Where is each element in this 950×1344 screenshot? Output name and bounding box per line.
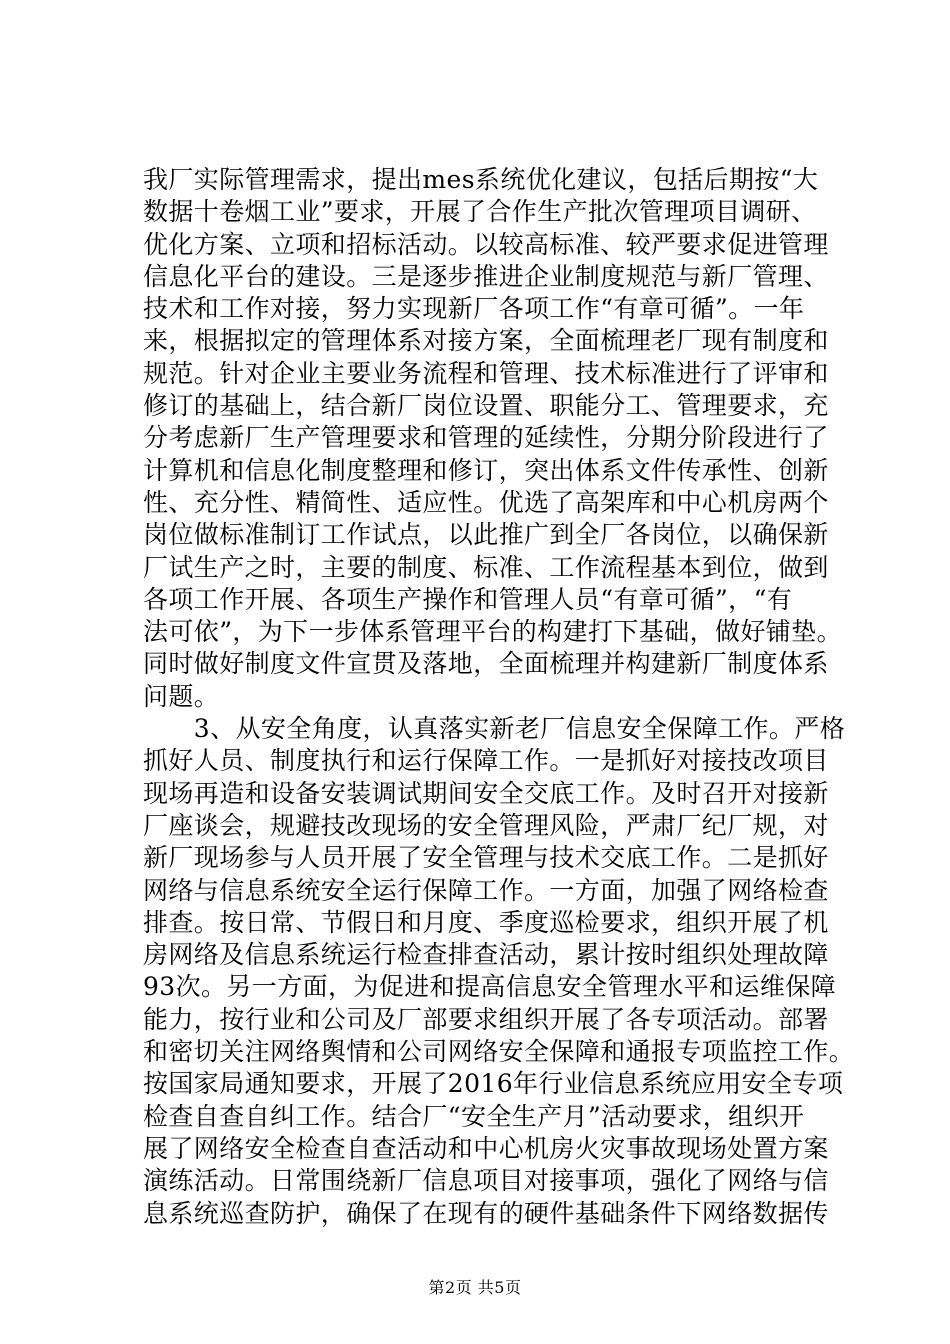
text-line: 房网络及信息系统运行检查排查活动，累计按时组织处理故障 <box>143 940 829 970</box>
text-line: 现场再造和设备安装调试期间安全交底工作。及时召开对接新 <box>143 778 829 808</box>
text-line: 排查。按日常、节假日和月度、季度巡检要求，组织开展了机 <box>143 907 829 937</box>
text-line: 按国家局通知要求，开展了2016年行业信息系统应用安全专项 <box>143 1069 844 1099</box>
text-line: 3、从安全角度，认真落实新老厂信息安全保障工作。严格 <box>143 714 846 744</box>
text-line: 修订的基础上，结合新厂岗位设置、职能分工、管理要求，充 <box>143 391 829 421</box>
text-line: 优化方案、立项和招标活动。以较高标准、较严要求促进管理 <box>143 229 829 259</box>
body-text <box>143 164 863 1230</box>
text-line: 数据十卷烟工业”要求，开展了合作生产批次管理项目调研、 <box>143 197 817 227</box>
text-line: 网络与信息系统安全运行保障工作。一方面，加强了网络检查 <box>143 875 829 905</box>
text-line: 厂试生产之时，主要的制度、标准、工作流程基本到位，做到 <box>143 552 829 582</box>
text-line: 性、充分性、精简性、适应性。优选了高架库和中心机房两个 <box>143 487 829 517</box>
text-line: 抓好人员、制度执行和运行保障工作。一是抓好对接技改项目 <box>143 746 829 776</box>
text-line: 信息化平台的建设。三是逐步推进企业制度规范与新厂管理、 <box>143 261 829 291</box>
text-line: 法可依”，为下一步体系管理平台的构建打下基础，做好铺垫。 <box>143 617 842 647</box>
text-line: 技术和工作对接，努力实现新厂各项工作“有章可循”。一年 <box>143 294 805 324</box>
text-line: 岗位做标准制订工作试点，以此推广到全厂各岗位，以确保新 <box>143 520 829 550</box>
text-line: 息系统巡查防护，确保了在现有的硬件基础条件下网络数据传 <box>143 1198 829 1228</box>
text-line: 分考虑新厂生产管理要求和管理的延续性，分期分阶段进行了 <box>143 423 829 453</box>
text-line: 展了网络安全检查自查活动和中心机房火灾事故现场处置方案 <box>143 1133 829 1163</box>
text-line: 和密切关注网络舆情和公司网络安全保障和通报专项监控工作。 <box>143 1037 855 1067</box>
text-line: 同时做好制度文件宣贯及落地，全面梳理并构建新厂制度体系 <box>143 649 829 679</box>
text-line: 各项工作开展、各项生产操作和管理人员“有章可循”，“有 <box>143 584 793 614</box>
text-line: 93次。另一方面，为促进和提高信息安全管理水平和运维保障 <box>143 972 837 1002</box>
text-line: 演练活动。日常围绕新厂信息项目对接事项，强化了网络与信 <box>143 1166 829 1196</box>
text-line: 来，根据拟定的管理体系对接方案，全面梳理老厂现有制度和 <box>143 326 829 356</box>
page-footer: 第2页 共5页 <box>428 1278 522 1297</box>
text-line: 问题。 <box>143 681 220 711</box>
text-line: 检查自查自纠工作。结合厂“安全生产月”活动要求，组织开 <box>143 1101 805 1131</box>
text-line: 新厂现场参与人员开展了安全管理与技术交底工作。二是抓好 <box>143 843 829 873</box>
text-line: 我厂实际管理需求，提出mes系统优化建议，包括后期按“大 <box>143 165 819 194</box>
text-line: 计算机和信息化制度整理和修订，突出体系文件传承性、创新 <box>143 455 829 485</box>
text-line: 规范。针对企业主要业务流程和管理、技术标准进行了评审和 <box>143 358 829 388</box>
text-line: 厂座谈会，规避技改现场的安全管理风险，严肃厂纪厂规，对 <box>143 810 829 840</box>
text-line: 能力，按行业和公司及厂部要求组织开展了各专项活动。部署 <box>143 1004 829 1034</box>
